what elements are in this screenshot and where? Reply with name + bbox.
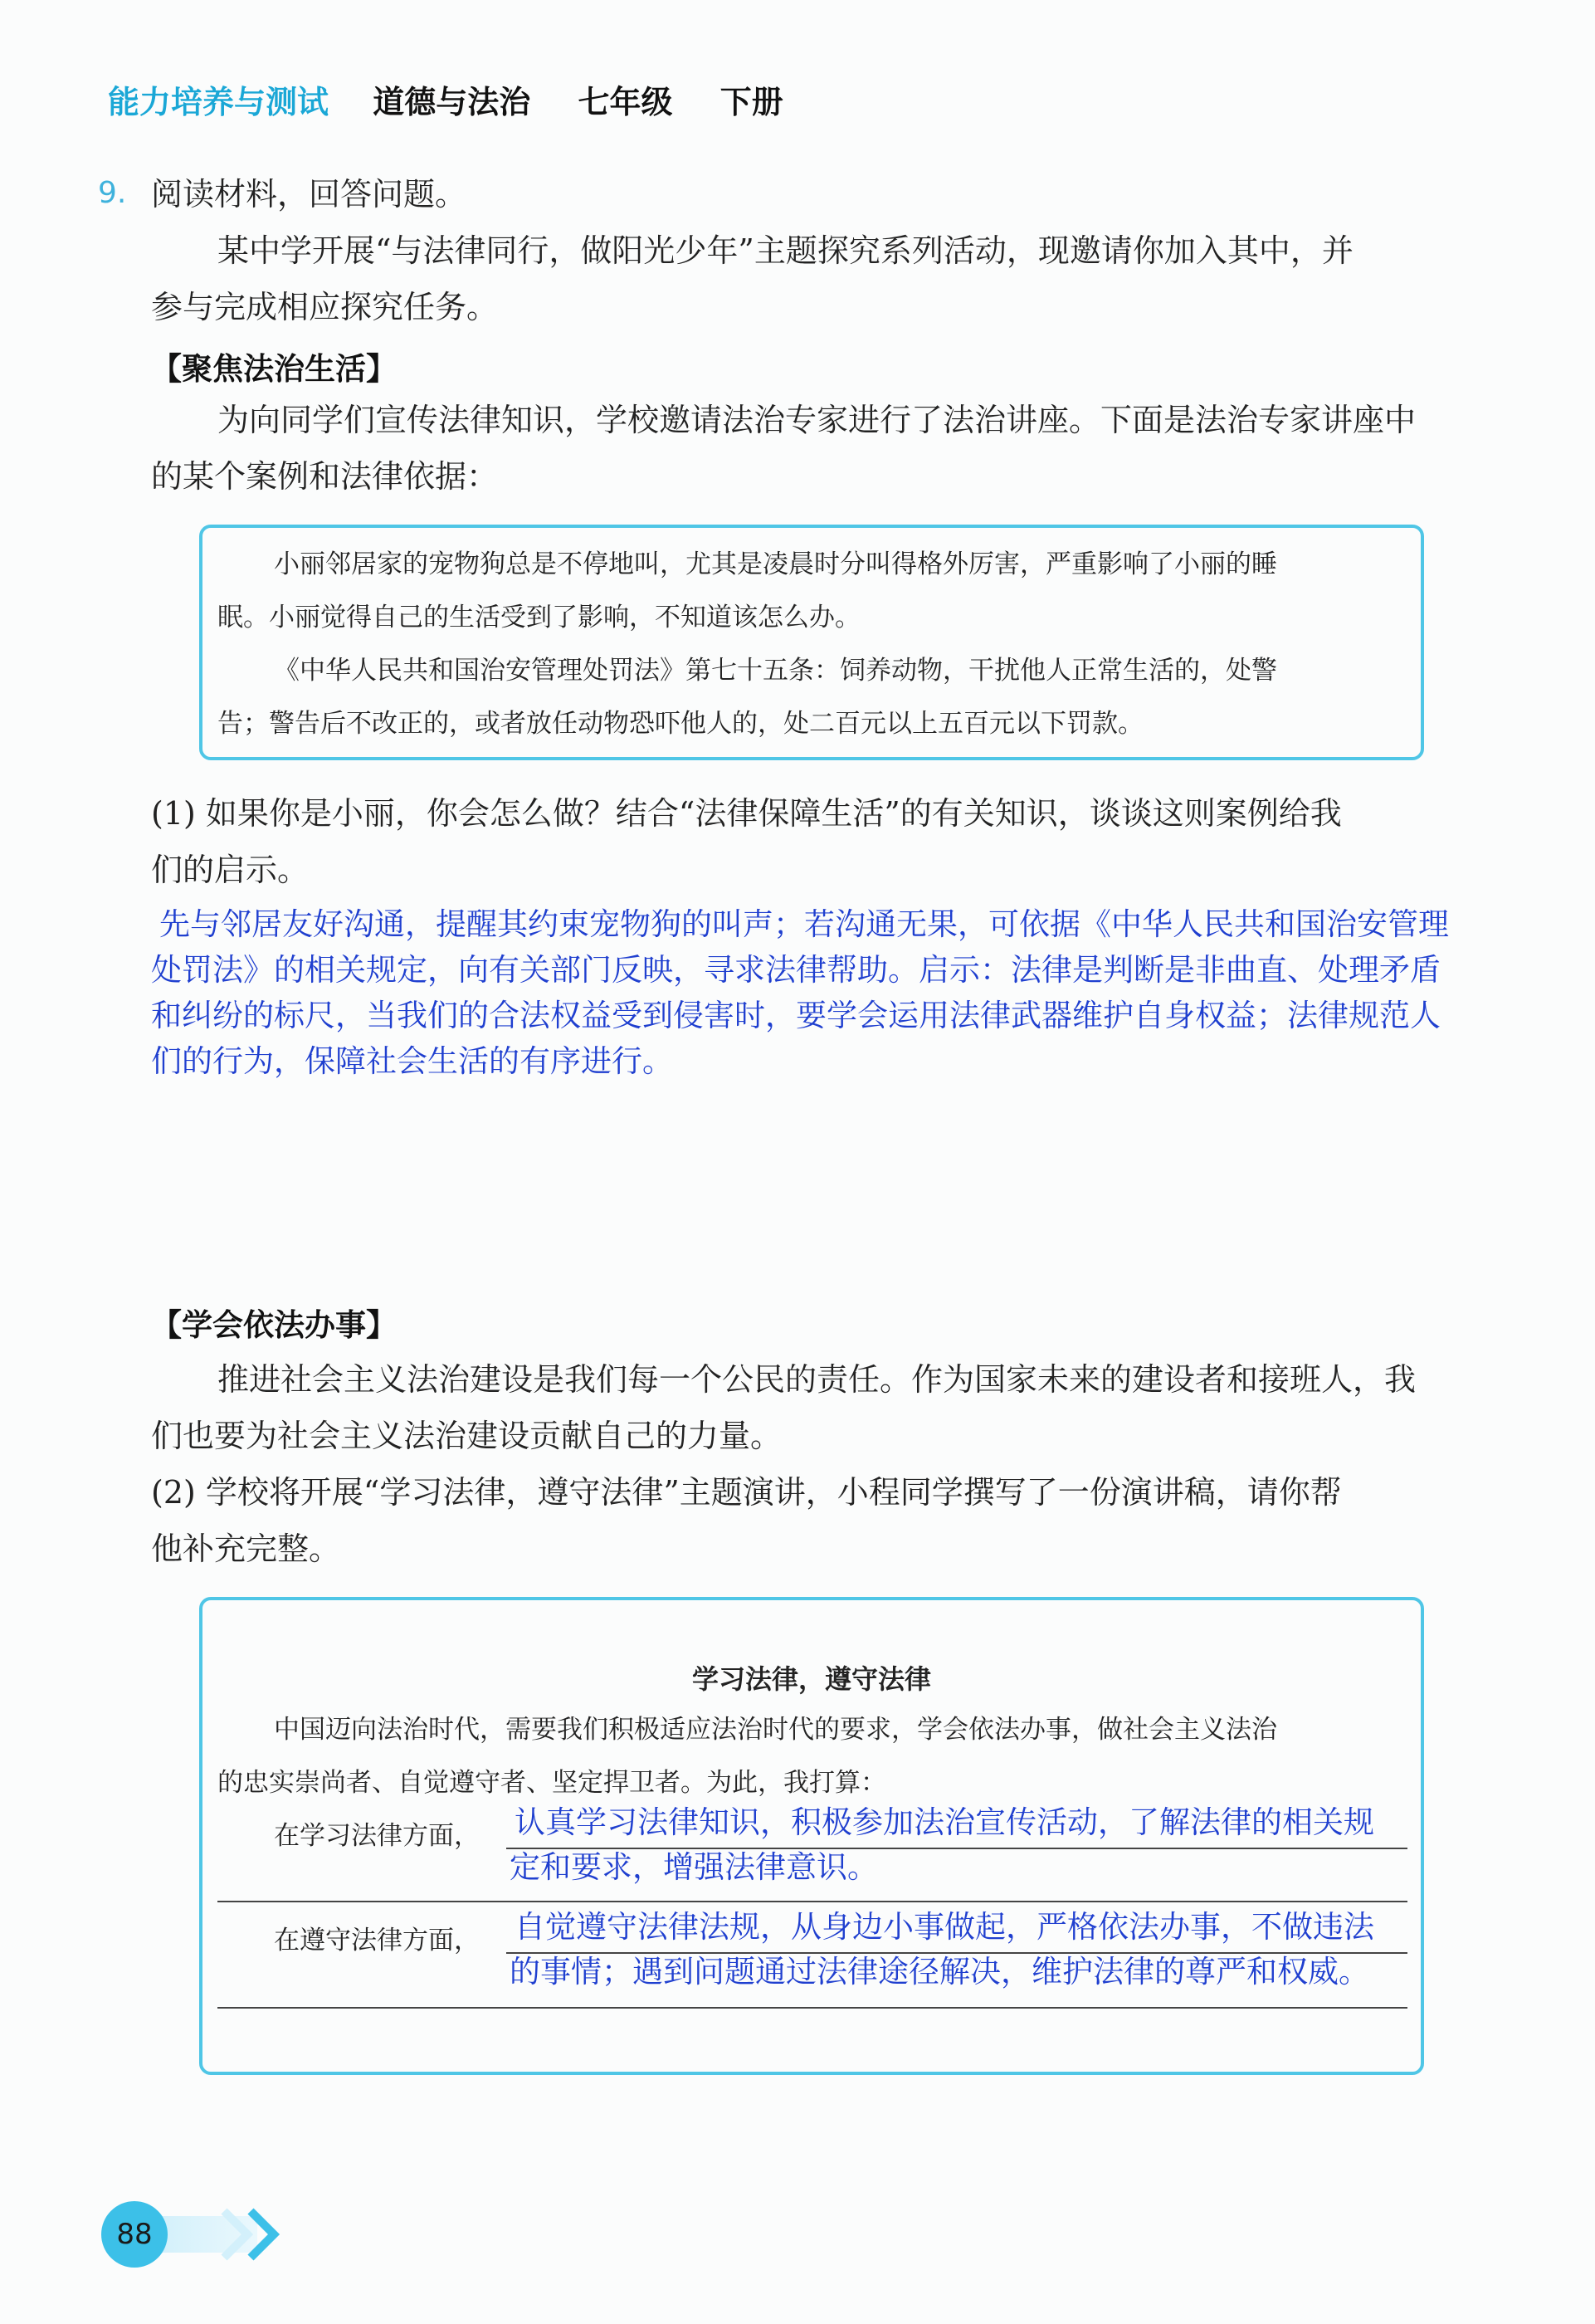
case-line-1: 小丽邻居家的宠物狗总是不停地叫，尤其是凌晨时分叫得格外厉害，严重影响了小丽的睡 bbox=[274, 549, 1277, 579]
sub-question-1-line-2: 们的启示。 bbox=[151, 852, 310, 888]
sub-question-2-line-2: 他补充完整。 bbox=[151, 1531, 341, 1567]
learn-answer-underline-2 bbox=[217, 1901, 1407, 1902]
obey-answer-line-2[interactable]: 的事情；遇到问题通过法律途径解决，维护法律的尊严和权威。 bbox=[510, 1954, 1369, 1990]
chevron-right-icon bbox=[214, 2206, 289, 2263]
page-header bbox=[108, 76, 783, 122]
learn-answer-line-2[interactable]: 定和要求，增强法律意识。 bbox=[510, 1849, 878, 1885]
subject-title: 道德与法治 bbox=[373, 84, 531, 120]
grade-label: 七年级 bbox=[578, 84, 673, 120]
sub-question-2-line-1: (2) 学校将开展“学习法律，遵守法律”主题演讲，小程同学撰写了一份演讲稿，请你帮 bbox=[151, 1474, 1342, 1511]
law-line-2: 告；警告后不改正的，或者放任动物恐吓他人的，处二百元以上五百元以下罚款。 bbox=[217, 709, 1144, 739]
question-number: 9. bbox=[98, 176, 127, 210]
speech-line-2: 的忠实崇尚者、自觉遵守者、坚定捍卫者。为此，我打算： bbox=[217, 1768, 886, 1798]
series-title: 能力培养与测试 bbox=[108, 84, 329, 120]
section2-para-line-2: 们也要为社会主义法治建设贡献自己的力量。 bbox=[151, 1418, 783, 1454]
question-instruction: 阅读材料，回答问题。 bbox=[151, 176, 467, 212]
page-number: 88 bbox=[101, 2201, 168, 2268]
answer-1-line-4: 们的行为，保障社会生活的有序进行。 bbox=[151, 1043, 673, 1079]
learn-answer-line-1[interactable]: 认真学习法律知识，积极参加法治宣传活动，了解法律的相关规 bbox=[515, 1804, 1374, 1840]
learn-law-label: 在学习法律方面， bbox=[274, 1821, 480, 1851]
answer-1-line-3: 和纠纷的标尺，当我们的合法权益受到侵害时，要学会运用法律武器维护自身权益；法律规范人 bbox=[151, 998, 1441, 1033]
law-line-1: 《中华人民共和国治安管理处罚法》第七十五条：饲养动物，干扰他人正常生活的，处警 bbox=[274, 656, 1277, 686]
volume-label: 下册 bbox=[719, 84, 783, 120]
section-title-law-practice: 【学会依法办事】 bbox=[151, 1307, 397, 1343]
speech-title: 学习法律，遵守法律 bbox=[691, 1663, 931, 1695]
section-title-focus: 【聚焦法治生活】 bbox=[151, 351, 397, 387]
answer-1-line-1: 先与邻居友好沟通，提醒其约束宠物狗的叫声；若沟通无果，可依据《中华人民共和国治安管理 bbox=[159, 906, 1449, 942]
intro-line-2: 参与完成相应探究任务。 bbox=[151, 289, 499, 325]
speech-line-1: 中国迈向法治时代，需要我们积极适应法治时代的要求，学会依法办事，做社会主义法治 bbox=[274, 1715, 1277, 1745]
obey-answer-line-1[interactable]: 自觉遵守法律法规，从身边小事做起，严格依法办事，不做违法 bbox=[515, 1909, 1374, 1945]
intro-line-1: 某中学开展“与法律同行，做阳光少年”主题探究系列活动，现邀请你加入其中，并 bbox=[217, 232, 1354, 269]
section1-para-line-2: 的某个案例和法律依据： bbox=[151, 458, 499, 495]
sub-question-1-line-1: (1) 如果你是小丽，你会怎么做？结合“法律保障生活”的有关知识，谈谈这则案例给我 bbox=[151, 795, 1342, 832]
section1-para-line-1: 为向同学们宣传法律知识，学校邀请法治专家进行了法治讲座。下面是法治专家讲座中 bbox=[217, 402, 1417, 438]
case-line-2: 眠。小丽觉得自己的生活受到了影响，不知道该怎么办。 bbox=[217, 603, 861, 632]
obey-answer-underline-2 bbox=[217, 2007, 1407, 2009]
obey-law-label: 在遵守法律方面， bbox=[274, 1926, 480, 1955]
section2-para-line-1: 推进社会主义法治建设是我们每一个公民的责任。作为国家未来的建设者和接班人，我 bbox=[217, 1361, 1417, 1398]
answer-1-line-2: 处罚法》的相关规定，向有关部门反映，寻求法律帮助。启示：法律是判断是非曲直、处理矛盾 bbox=[151, 952, 1441, 988]
